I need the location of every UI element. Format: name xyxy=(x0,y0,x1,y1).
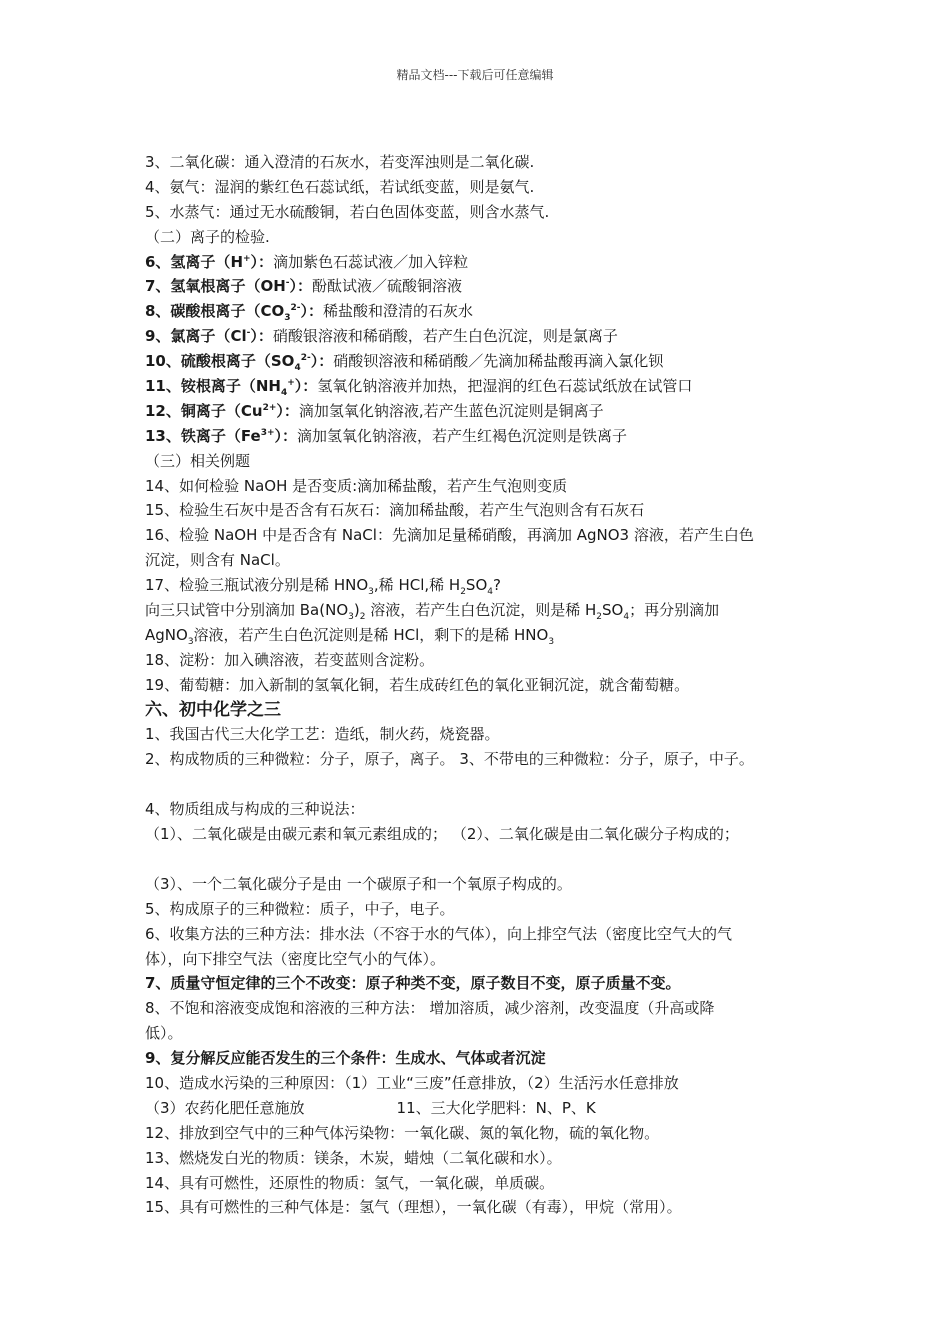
subscript: 2 xyxy=(596,612,603,623)
charge: - xyxy=(246,328,251,339)
text-line: 8、不饱和溶液变成饱和溶液的三种方法： 增加溶质，减少溶剂，改变温度（升高或降 xyxy=(145,999,715,1018)
text-line: （1）、二氧化碳是由碳元素和氧元素组成的； （2）、二氧化碳是由二氧化碳分子构成的； xyxy=(145,825,739,844)
text-run: 溶液，若产生白色沉淀，则是稀 H xyxy=(365,601,597,620)
text-line: 4、氨气：湿润的紫红色石蕊试纸，若试纸变蓝，则是氨气. xyxy=(145,177,535,196)
text-run: ,稀 HCl,稀 H xyxy=(373,576,461,595)
text-line: 5、水蒸气：通过无水硫酸铜，若白色固体变蓝，则含水蒸气. xyxy=(145,202,550,221)
ion-method: 滴加紫色石蕊试液／加入锌粒 xyxy=(273,252,469,271)
text-line: 低）。 xyxy=(145,1024,183,1043)
ion-label-end: ）： xyxy=(300,302,323,321)
section-heading: （二）离子的检验. xyxy=(145,227,270,246)
text-run: ) xyxy=(353,601,360,620)
ion-label-end: ）： xyxy=(276,401,299,420)
ion-test-line xyxy=(145,374,835,399)
subscript: 2 xyxy=(460,587,466,598)
text-run: 溶液，若产生白色沉淀则是稀 HCl，剩下的是稀 HNO xyxy=(193,625,549,644)
text-line: 13、燃烧发白光的物质：镁条，木炭，蜡烛（二氧化碳和水）。 xyxy=(145,1148,562,1167)
bold-line: 9、复分解反应能否发生的三个条件：生成水、气体或者沉淀 xyxy=(145,1049,546,1068)
text-line: 14、如何检验 NaOH 是否变质:滴加稀盐酸，若产生气泡则变质 xyxy=(145,476,568,495)
ion-label: 8、碳酸根离子（CO xyxy=(145,302,285,321)
ion-label-end: ）： xyxy=(289,277,313,296)
text-line: 3、二氧化碳：通入澄清的石灰水，若变浑浊则是二氧化碳. xyxy=(145,153,535,171)
ion-label: 13、铁离子（Fe xyxy=(145,426,261,445)
text-line: 12、排放到空气中的三种气体污染物：一氧化碳、氮的氧化物，硫的氧化物。 xyxy=(145,1123,660,1142)
subscript: 3 xyxy=(284,313,291,324)
text-run: 17、检验三瓶试液分别是稀 HNO xyxy=(145,576,369,595)
charge: 2- xyxy=(300,353,311,364)
ion-label: 9、氯离子（Cl xyxy=(145,327,247,346)
ion-test-line xyxy=(145,324,835,349)
ion-test-line xyxy=(145,424,835,449)
ion-label-end: ）： xyxy=(310,352,334,371)
ion-label: 7、氢氧根离子（OH xyxy=(145,277,286,296)
ion-test-line xyxy=(145,349,835,374)
ion-method: 稀盐酸和澄清的石灰水 xyxy=(322,302,473,321)
blank-line xyxy=(145,847,835,872)
chapter-heading: 六、初中化学之三 xyxy=(145,699,281,720)
ion-method: 酚酞试液／硫酸铜溶液 xyxy=(312,277,463,296)
charge: + xyxy=(287,378,295,389)
section-heading: （三）相关例题 xyxy=(145,451,251,470)
text-line: 体），向下排空气法（密度比空气小的气体）。 xyxy=(145,949,446,968)
text-line: 沉淀，则含有 NaCl。 xyxy=(145,551,290,570)
text-line: 1、我国古代三大化学工艺：造纸，制火药，烧瓷器。 xyxy=(145,725,500,744)
ion-method: 硝酸钡溶液和稀硝酸／先滴加稀盐酸再滴入氯化钡 xyxy=(333,352,664,371)
ion-method: 氢氧化钠溶液并加热，把湿润的红色石蕊试纸放在试管口 xyxy=(317,377,693,396)
ion-label: 11、铵根离子（NH xyxy=(145,377,281,396)
text-line: （3）、一个二氧化碳分子是由 一个碳原子和一个氧原子构成的。 xyxy=(145,874,572,893)
text-line: 14、具有可燃性，还原性的物质：氢气，一氧化碳，单质碳。 xyxy=(145,1173,555,1192)
text-line xyxy=(145,1096,835,1121)
subscript: 3 xyxy=(187,636,194,647)
text-line: 5、构成原子的三种微粒：质子，中子，电子。 xyxy=(145,899,455,918)
text-line: 15、检验生石灰中是否含有石灰石：滴加稀盐酸，若产生气泡则含有石灰石 xyxy=(145,501,645,520)
ion-test-line xyxy=(145,250,835,275)
subscript: 2 xyxy=(359,612,366,623)
charge: - xyxy=(285,278,290,289)
subscript: 4 xyxy=(623,612,630,623)
text-line: 6、收集方法的三种方法：排水法（不容于水的气体），向上排空气法（密度比空气大的气 xyxy=(145,924,733,943)
ion-test-line xyxy=(145,399,835,424)
text-line: 4、物质组成与构成的三种说法： xyxy=(145,800,365,819)
subscript: 4 xyxy=(294,363,301,374)
subscript: 3 xyxy=(548,636,555,647)
text-line xyxy=(145,598,835,623)
text-line xyxy=(145,623,835,648)
text-run: 11、三大化学肥料：N、P、K xyxy=(396,1098,596,1117)
ion-test-line xyxy=(145,299,835,324)
page-header: 精品文档---下载后可任意编辑 xyxy=(396,68,554,82)
charge: + xyxy=(243,253,251,264)
charge: 2- xyxy=(290,303,301,314)
text-line: 19、葡萄糖：加入新制的氢氧化铜，若生成砖红色的氧化亚铜沉淀，就含葡萄糖。 xyxy=(145,675,690,694)
text-line: 2、构成物质的三种微粒：分子，原子，离子。 3、不带电的三种微粒：分子，原子，中子。 xyxy=(145,750,754,769)
text-run: AgNO xyxy=(145,625,188,644)
subscript: 3 xyxy=(348,612,354,623)
ion-label-end: ）： xyxy=(274,426,298,445)
blank-line xyxy=(145,772,835,797)
text-line xyxy=(145,573,835,598)
text-run: （3）农药化肥任意施放 xyxy=(145,1098,305,1117)
subscript: 4 xyxy=(487,587,493,598)
text-line: 18、淀粉：加入碘溶液，若变蓝则含淀粉。 xyxy=(145,650,435,669)
text-run: SO xyxy=(602,601,624,620)
charge: 3+ xyxy=(260,427,275,438)
ion-label-end: ）： xyxy=(250,327,273,346)
text-line: 15、具有可燃性的三种气体是：氢气（理想），一氧化碳（有毒），甲烷（常用）。 xyxy=(145,1198,682,1217)
bold-line: 7、质量守恒定律的三个不改变：原子种类不变，原子数目不变，原子质量不变。 xyxy=(145,974,681,993)
text-run: ? xyxy=(492,576,501,595)
subscript: 4 xyxy=(280,388,288,399)
ion-label: 12、铜离子（Cu xyxy=(145,401,263,420)
ion-method: 滴加氢氧化钠溶液，若产生红褐色沉淀则是铁离子 xyxy=(297,426,628,445)
text-line: 16、检验 NaOH 中是否含有 NaCl：先滴加足量稀硝酸，再滴加 AgNO3 溶液，若产生白色 xyxy=(145,526,754,545)
text-run: SO xyxy=(465,576,488,595)
ion-method: 滴加氢氧化钠溶液,若产生蓝色沉淀则是铜离子 xyxy=(298,401,604,420)
document-body xyxy=(145,150,835,1220)
ion-label-end: ）： xyxy=(250,252,274,271)
text-line: 10、造成水污染的三种原因：（1）工业“三废”任意排放，（2）生活污水任意排放 xyxy=(145,1073,679,1092)
ion-label-end: ）： xyxy=(294,377,318,396)
ion-test-line xyxy=(145,274,835,299)
ion-label: 6、氢离子（H xyxy=(145,252,243,271)
text-run: 向三只试管中分别滴加 Ba(NO xyxy=(145,601,349,620)
charge: 2+ xyxy=(262,402,277,413)
ion-method: 硝酸银溶液和稀硝酸，若产生白色沉淀，则是氯离子 xyxy=(272,327,618,346)
subscript: 3 xyxy=(368,587,374,598)
text-run: ；再分别滴加 xyxy=(629,601,720,620)
ion-label: 10、硫酸根离子（SO xyxy=(145,352,295,371)
